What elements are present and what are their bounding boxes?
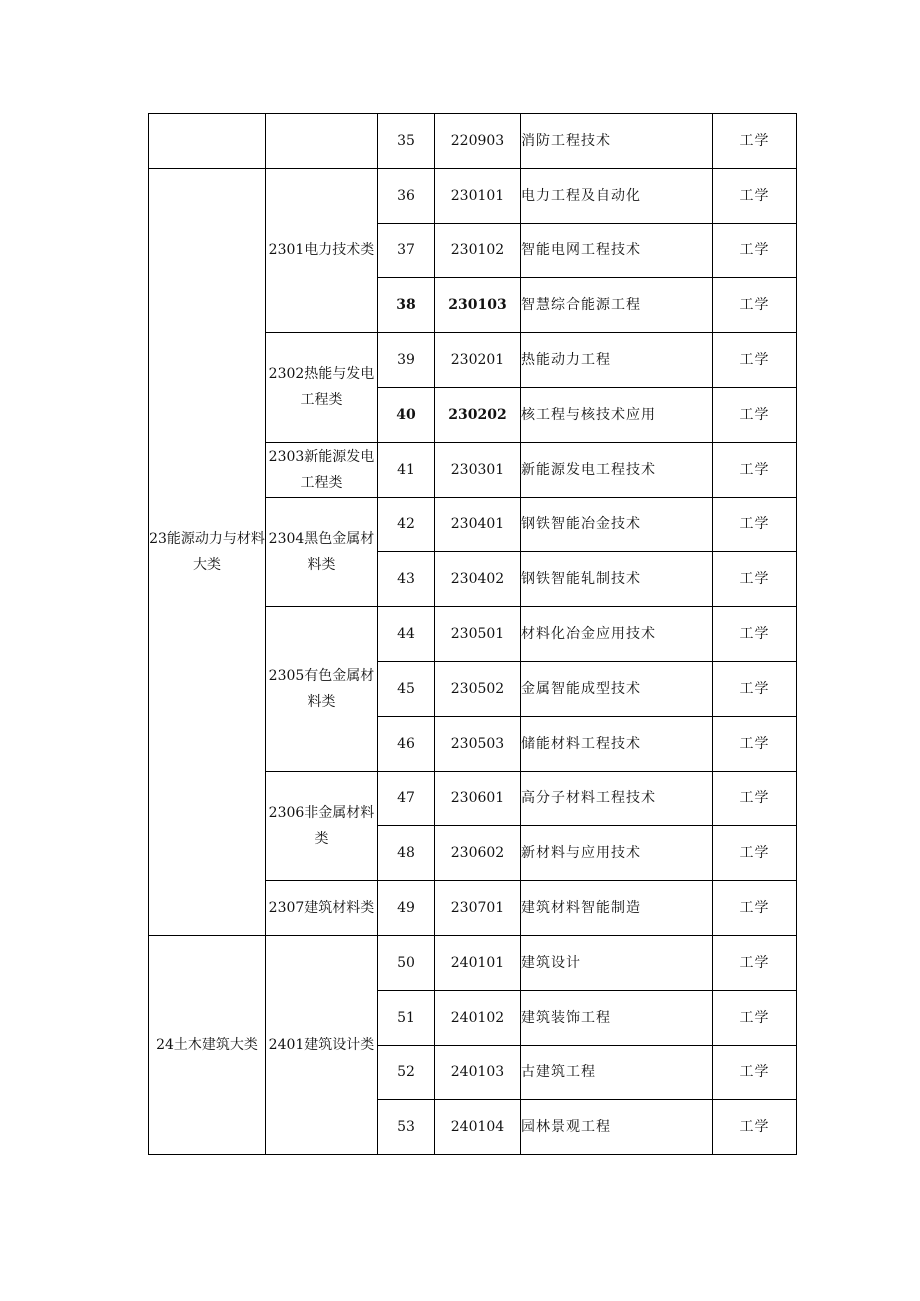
major-code-cell: 230401	[435, 497, 521, 552]
degree-category-cell: 工学	[713, 661, 797, 716]
major-name-cell: 钢铁智能冶金技术	[521, 497, 713, 552]
major-name-cell: 新能源发电工程技术	[521, 442, 713, 497]
degree-category-cell: 工学	[713, 607, 797, 662]
major-category-cell: 2304黑色金属材料类	[266, 497, 378, 607]
seq-number-cell: 45	[378, 661, 435, 716]
seq-number-cell: 38	[378, 278, 435, 333]
major-code-cell: 230602	[435, 826, 521, 881]
major-code-cell: 240101	[435, 935, 521, 990]
degree-category-cell: 工学	[713, 387, 797, 442]
major-category-cell: 2307建筑材料类	[266, 881, 378, 936]
major-code-cell: 230202	[435, 387, 521, 442]
major-code-cell: 230502	[435, 661, 521, 716]
major-name-cell: 材料化冶金应用技术	[521, 607, 713, 662]
major-category-cell: 2306非金属材料类	[266, 771, 378, 881]
degree-category-cell: 工学	[713, 1100, 797, 1155]
seq-number-cell: 42	[378, 497, 435, 552]
major-name-cell: 高分子材料工程技术	[521, 771, 713, 826]
major-code-cell: 230103	[435, 278, 521, 333]
major-name-cell: 钢铁智能轧制技术	[521, 552, 713, 607]
seq-number-cell: 51	[378, 990, 435, 1045]
degree-category-cell: 工学	[713, 223, 797, 278]
major-name-cell: 古建筑工程	[521, 1045, 713, 1100]
major-group-cell	[149, 114, 266, 169]
major-code-cell: 230301	[435, 442, 521, 497]
major-name-cell: 电力工程及自动化	[521, 168, 713, 223]
degree-category-cell: 工学	[713, 278, 797, 333]
degree-category-cell: 工学	[713, 442, 797, 497]
degree-category-cell: 工学	[713, 333, 797, 388]
major-name-cell: 储能材料工程技术	[521, 716, 713, 771]
seq-number-cell: 37	[378, 223, 435, 278]
major-name-cell: 建筑设计	[521, 935, 713, 990]
table-row	[149, 114, 797, 169]
seq-number-cell: 43	[378, 552, 435, 607]
seq-number-cell: 35	[378, 114, 435, 169]
major-category-cell: 2305有色金属材料类	[266, 607, 378, 771]
major-code-cell: 230503	[435, 716, 521, 771]
major-category-cell: 2401建筑设计类	[266, 935, 378, 1154]
seq-number-cell: 40	[378, 387, 435, 442]
major-code-cell: 230201	[435, 333, 521, 388]
seq-number-cell: 48	[378, 826, 435, 881]
major-name-cell: 消防工程技术	[521, 114, 713, 169]
major-name-cell: 热能动力工程	[521, 333, 713, 388]
major-catalog-table	[148, 113, 797, 1155]
major-code-cell: 230101	[435, 168, 521, 223]
degree-category-cell: 工学	[713, 881, 797, 936]
major-name-cell: 建筑材料智能制造	[521, 881, 713, 936]
major-category-cell: 2301电力技术类	[266, 168, 378, 332]
major-group-cell: 24土木建筑大类	[149, 935, 266, 1154]
major-code-cell: 220903	[435, 114, 521, 169]
seq-number-cell: 52	[378, 1045, 435, 1100]
major-name-cell: 新材料与应用技术	[521, 826, 713, 881]
table-row	[149, 935, 797, 990]
major-name-cell: 金属智能成型技术	[521, 661, 713, 716]
major-category-cell: 2303新能源发电工程类	[266, 442, 378, 497]
major-code-cell: 230501	[435, 607, 521, 662]
degree-category-cell: 工学	[713, 935, 797, 990]
major-code-cell: 230701	[435, 881, 521, 936]
seq-number-cell: 39	[378, 333, 435, 388]
seq-number-cell: 53	[378, 1100, 435, 1155]
major-code-cell: 230402	[435, 552, 521, 607]
major-code-cell: 240103	[435, 1045, 521, 1100]
degree-category-cell: 工学	[713, 771, 797, 826]
table-row	[149, 168, 797, 223]
major-code-cell: 240102	[435, 990, 521, 1045]
degree-category-cell: 工学	[713, 168, 797, 223]
degree-category-cell: 工学	[713, 826, 797, 881]
seq-number-cell: 49	[378, 881, 435, 936]
seq-number-cell: 36	[378, 168, 435, 223]
major-category-cell	[266, 114, 378, 169]
seq-number-cell: 47	[378, 771, 435, 826]
major-name-cell: 智慧综合能源工程	[521, 278, 713, 333]
seq-number-cell: 50	[378, 935, 435, 990]
major-code-cell: 240104	[435, 1100, 521, 1155]
seq-number-cell: 44	[378, 607, 435, 662]
major-group-cell: 23能源动力与材料大类	[149, 168, 266, 935]
major-name-cell: 园林景观工程	[521, 1100, 713, 1155]
degree-category-cell: 工学	[713, 1045, 797, 1100]
major-name-cell: 核工程与核技术应用	[521, 387, 713, 442]
major-name-cell: 建筑装饰工程	[521, 990, 713, 1045]
degree-category-cell: 工学	[713, 716, 797, 771]
degree-category-cell: 工学	[713, 552, 797, 607]
major-code-cell: 230601	[435, 771, 521, 826]
seq-number-cell: 41	[378, 442, 435, 497]
degree-category-cell: 工学	[713, 990, 797, 1045]
degree-category-cell: 工学	[713, 114, 797, 169]
degree-category-cell: 工学	[713, 497, 797, 552]
major-name-cell: 智能电网工程技术	[521, 223, 713, 278]
seq-number-cell: 46	[378, 716, 435, 771]
major-category-cell: 2302热能与发电工程类	[266, 333, 378, 443]
major-code-cell: 230102	[435, 223, 521, 278]
table-body	[149, 114, 797, 1155]
